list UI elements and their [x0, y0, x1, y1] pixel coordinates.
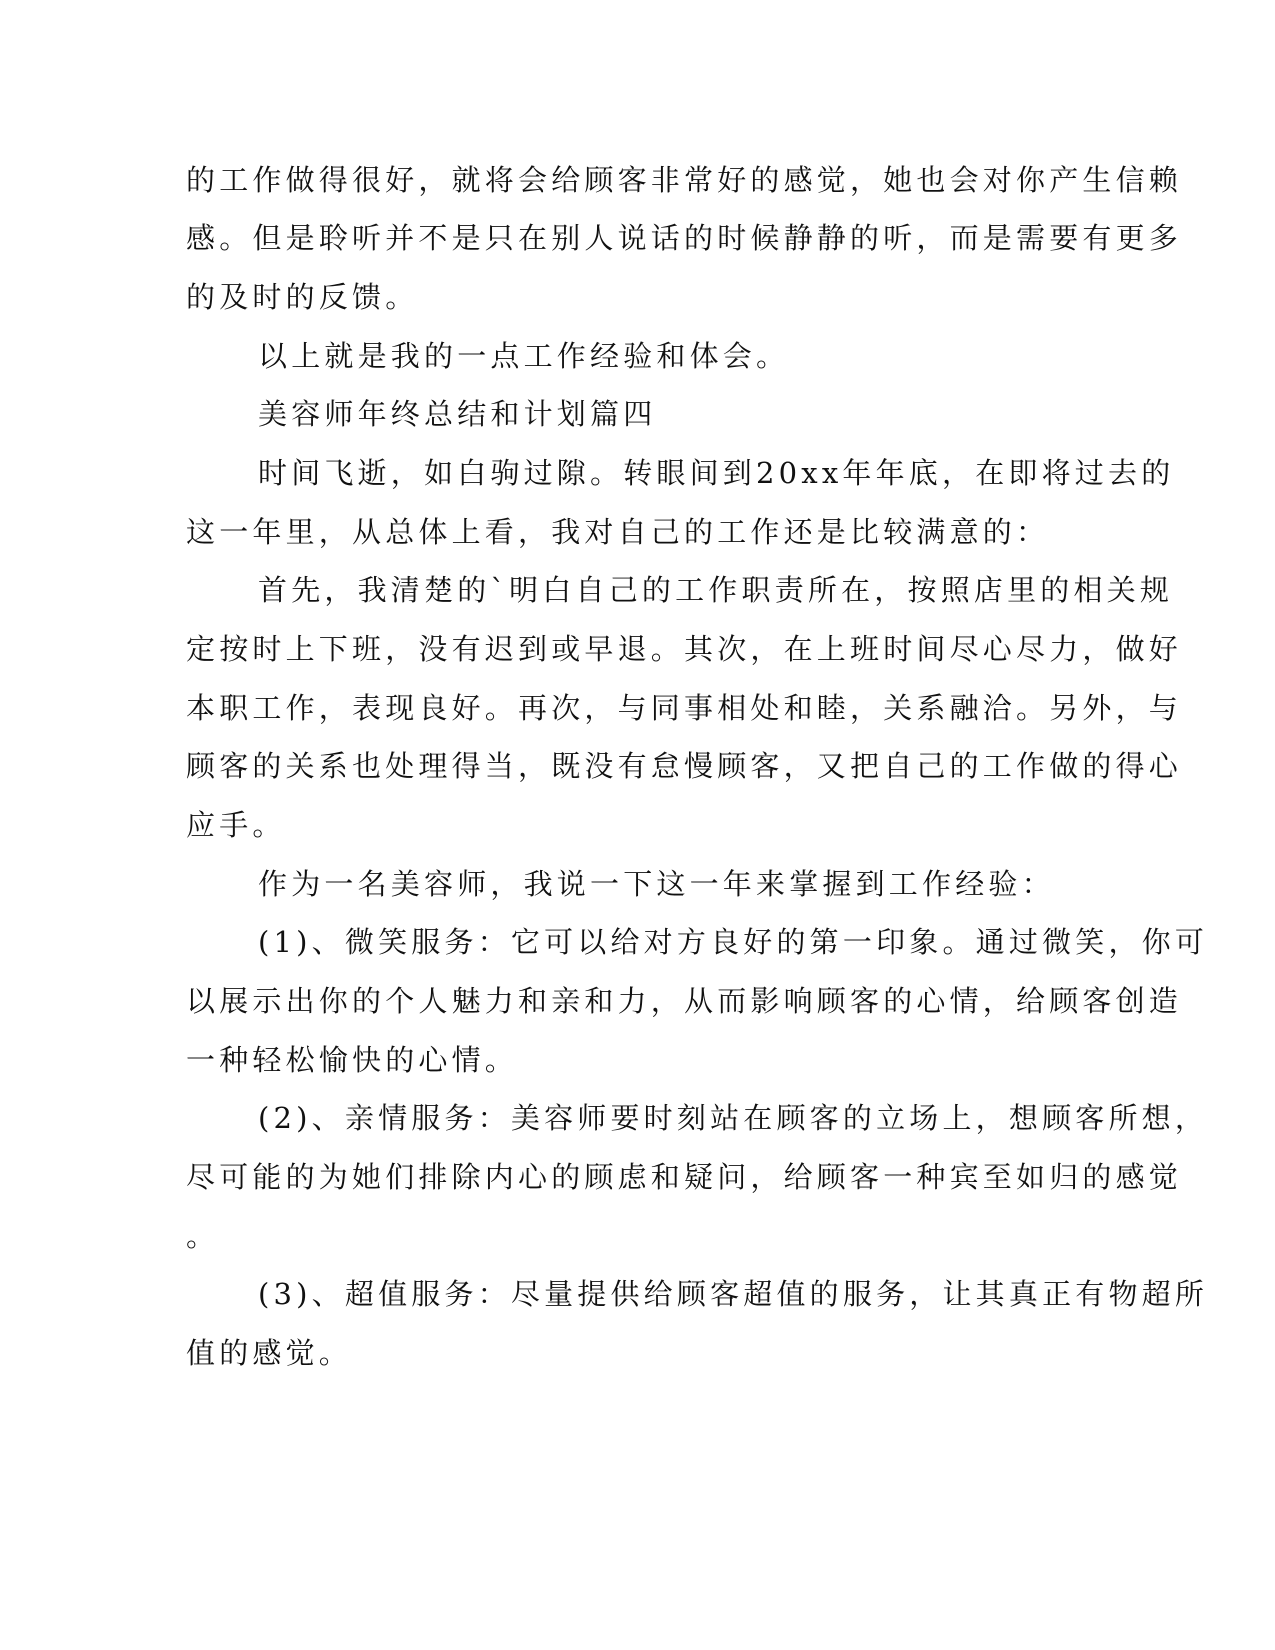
list-item-line: (1)、微笑服务：它可以给对方良好的第一印象。通过微笑，你可 [258, 925, 1209, 959]
body-text-line: 。 [186, 1219, 220, 1253]
body-text-line: 本职工作，表现良好。再次，与同事相处和睦，关系融洽。另外，与 [186, 691, 1183, 725]
body-text-line: 感。但是聆听并不是只在别人说话的时候静静的听，而是需要有更多 [186, 221, 1183, 255]
body-text-line: 一种轻松愉快的心情。 [186, 1043, 519, 1077]
paragraph-line: 首先，我清楚的`明白自己的工作职责所在，按照店里的相关规 [258, 573, 1174, 607]
body-text-line: 应手。 [186, 808, 286, 842]
body-text-line: 定按时上下班，没有迟到或早退。其次，在上班时间尽心尽力，做好 [186, 632, 1183, 666]
paragraph-line: 作为一名美容师，我说一下这一年来掌握到工作经验： [258, 867, 1055, 901]
body-text-line: 的及时的反馈。 [186, 280, 419, 314]
body-text-line: 的工作做得很好，就将会给顾客非常好的感觉，她也会对你产生信赖 [186, 163, 1183, 197]
section-heading: 美容师年终总结和计划篇四 [258, 397, 657, 431]
body-text-line: 值的感觉。 [186, 1336, 353, 1370]
body-text-line: 顾客的关系也处理得当，既没有怠慢顾客，又把自己的工作做的得心 [186, 749, 1183, 783]
list-item-line: (3)、超值服务：尽量提供给顾客超值的服务，让其真正有物超所 [258, 1277, 1209, 1311]
body-text-line: 尽可能的为她们排除内心的顾虑和疑问，给顾客一种宾至如归的感觉 [186, 1160, 1183, 1194]
body-text-line: 这一年里，从总体上看，我对自己的工作还是比较满意的： [186, 515, 1050, 549]
list-item-line: (2)、亲情服务：美容师要时刻站在顾客的立场上，想顾客所想， [258, 1101, 1209, 1135]
paragraph-line: 以上就是我的一点工作经验和体会。 [258, 339, 790, 373]
body-text-line: 以展示出你的个人魅力和亲和力，从而影响顾客的心情，给顾客创造 [186, 984, 1183, 1018]
paragraph-line: 时间飞逝，如白驹过隙。转眼间到20xx年年底，在即将过去的 [258, 456, 1175, 490]
